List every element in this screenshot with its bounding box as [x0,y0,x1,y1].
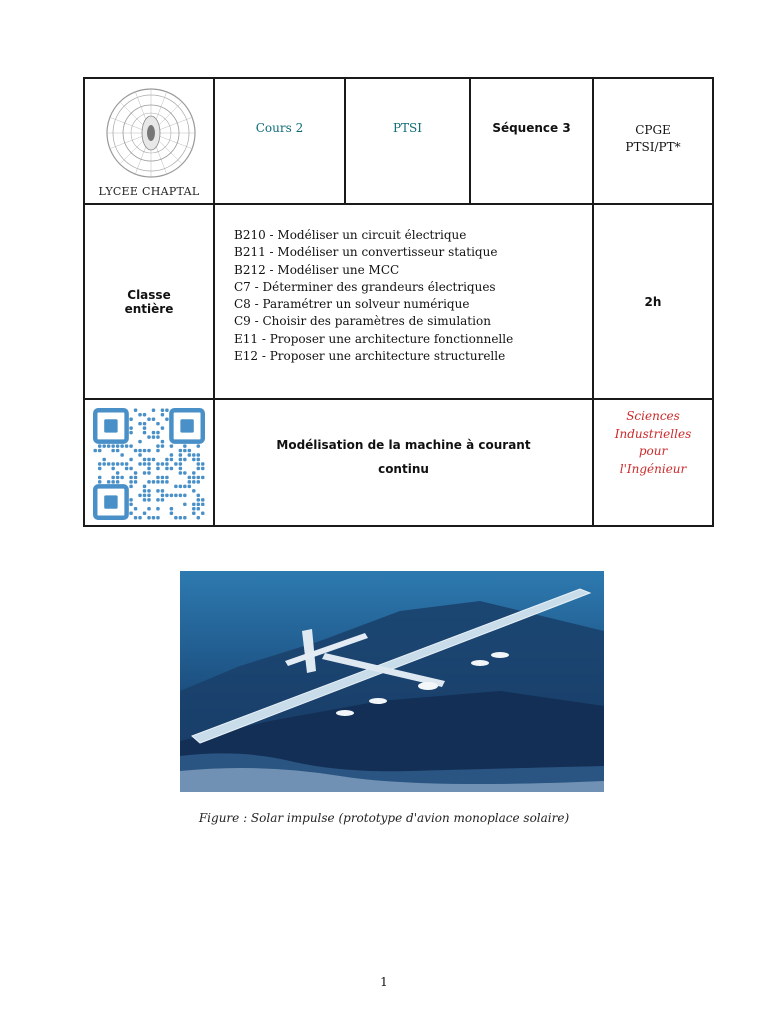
qr-code-cell [84,399,214,526]
skill-item: E12 - Proposer une architecture structurelle [234,349,506,364]
sequence-label: Séquence 3 [470,78,593,204]
school-name: LYCEE CHAPTAL [98,185,200,198]
skill-item: C8 - Paramétrer un solveur numérique [234,297,470,312]
skill-item: C9 - Choisir des paramètres de simulation [234,314,491,329]
audience-line1: Classe [127,287,171,302]
figure-caption: Figure : Solar impulse (prototype d'avion monoplace solaire) [198,811,570,825]
school-seal-icon [105,87,197,179]
discipline-line3: pour [638,444,668,458]
skill-item: B210 - Modéliser un circuit électrique [234,228,467,242]
class-level-label: PTSI [345,78,470,204]
document-title [214,399,593,526]
header-table [83,77,714,527]
discipline-line2: Industrielles [614,426,692,441]
discipline-cell [593,399,713,526]
audience-line2: entière [124,301,174,316]
title-line1: Modélisation de la machine à courant [276,437,531,452]
course-label: Cours 2 [214,78,345,204]
discipline-line4: l'Ingénieur [619,461,687,476]
cpge-cell [593,78,713,204]
school-logo-cell [84,78,214,204]
discipline-line1: Sciences [626,409,680,423]
skill-item: E11 - Proposer une architecture fonctionnelle [234,331,514,346]
audience-cell [84,204,214,399]
title-line2: continu [378,461,429,476]
skill-item: C7 - Déterminer des grandeurs électriques [234,279,496,294]
skill-item: B211 - Modéliser un convertisseur statique [234,245,498,260]
cpge-line1: CPGE [635,123,671,137]
duration-label: 2h [593,204,713,399]
skills-list [214,204,593,399]
page-number: 1 [380,975,388,989]
qr-code-icon[interactable] [93,408,205,520]
solar-impulse-photo [180,571,604,792]
skill-item: B212 - Modéliser une MCC [234,262,400,277]
cpge-line2: PTSI/PT* [625,140,681,154]
